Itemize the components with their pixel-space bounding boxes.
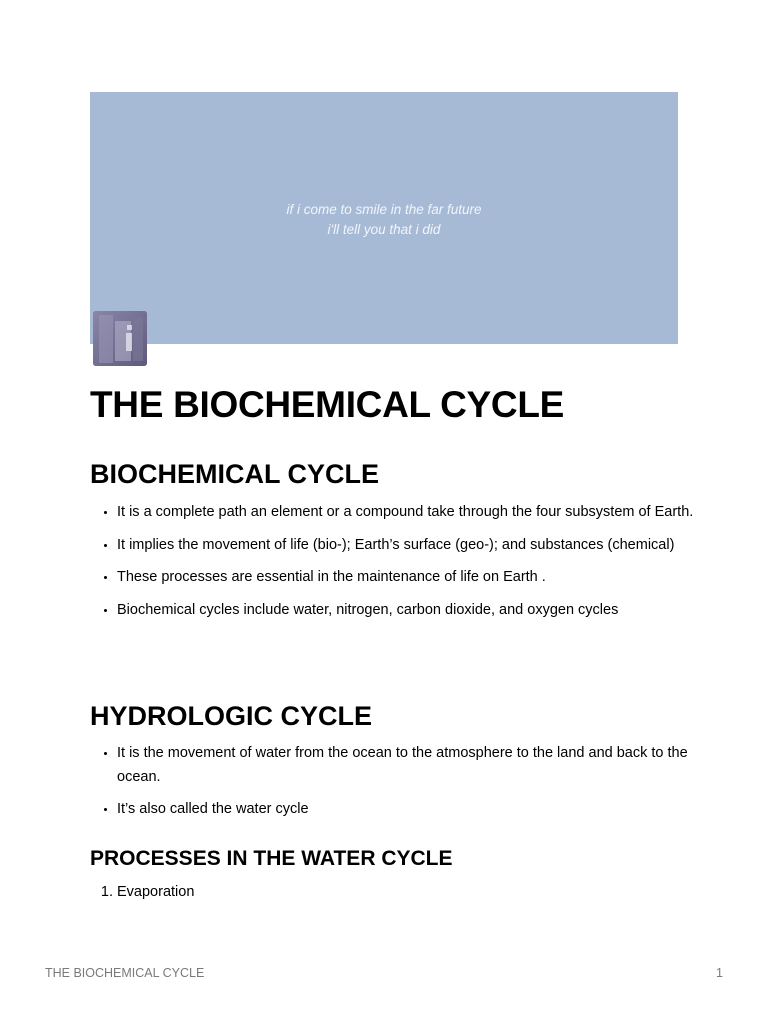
biochemical-cycle-bullet-list xyxy=(90,501,707,631)
cover-quote xyxy=(90,200,678,240)
list-item: • It implies the movement of life (bio-); Earth’s surface (geo-); and substances (chemical) xyxy=(117,534,707,558)
hydrologic-cycle-bullet-list xyxy=(90,742,707,831)
subsection-heading-processes: PROCESSES IN THE WATER CYCLE xyxy=(90,847,453,870)
profile-photo-icon xyxy=(93,311,147,366)
cover-image xyxy=(90,92,678,344)
footer-document-title: THE BIOCHEMICAL CYCLE xyxy=(45,966,205,980)
list-item: • It is a complete path an element or a compound take through the four subsystem of Earth. xyxy=(117,501,707,525)
section-heading-biochemical-cycle: BIOCHEMICAL CYCLE xyxy=(90,459,380,489)
list-item: • It’s also called the water cycle xyxy=(117,798,707,822)
footer-page-number: 1 xyxy=(716,966,723,980)
document-title: THE BIOCHEMICAL CYCLE xyxy=(90,384,565,425)
cover-quote-line-1: if i come to smile in the far future xyxy=(286,202,482,217)
list-item: • It is the movement of water from the ocean to the atmosphere to the land and back to the ocean. xyxy=(117,742,707,789)
list-item: • Biochemical cycles include water, nitrogen, carbon dioxide, and oxygen cycles xyxy=(117,599,707,623)
processes-numbered-list xyxy=(90,881,707,914)
section-heading-hydrologic-cycle: HYDROLOGIC CYCLE xyxy=(90,701,373,731)
cover-quote-line-2: i'll tell you that i did xyxy=(327,222,441,237)
list-item: 1. Evaporation xyxy=(117,881,707,905)
list-item: • These processes are essential in the maintenance of life on Earth . xyxy=(117,566,707,590)
